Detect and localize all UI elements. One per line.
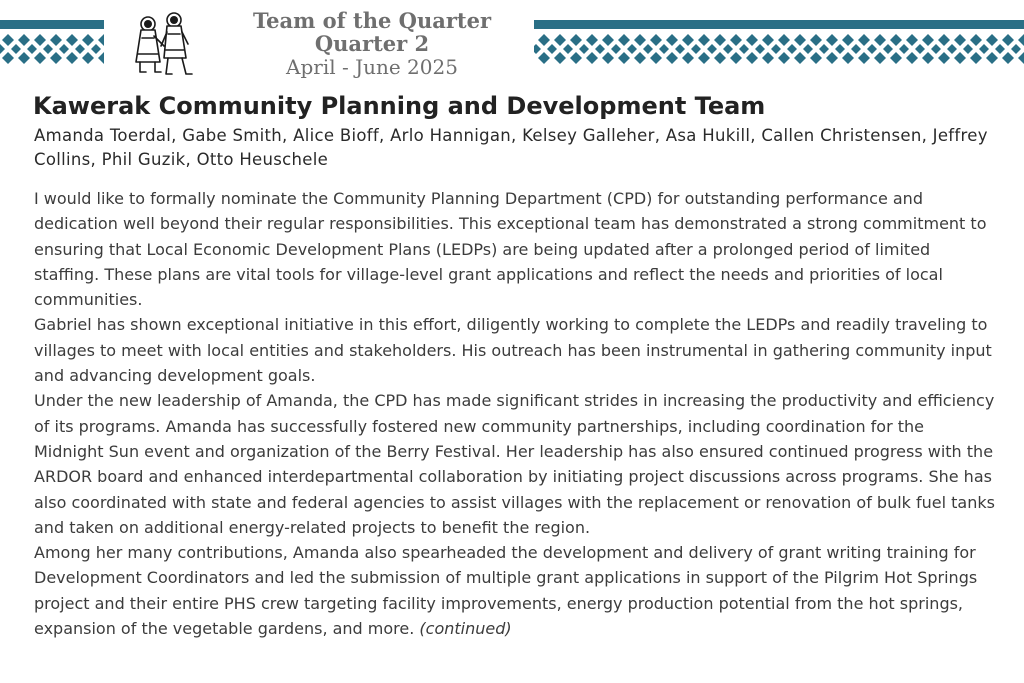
paragraph-1: I would like to formally nominate the Community Planning Department (CPD) for outstanding performance and dedication well beyond their regular responsibilities. This exceptional team has demonstrated a strong commitment to ensuring that Local Economic Development Plans (LEDPs) are being updated after a prolonged period of limited staffing. These plans are vital tools for village-level grant applications and reflect the needs and priorities of local communities. — [34, 189, 987, 310]
diamond-pattern-band-left — [0, 20, 104, 70]
nomination-body — [34, 186, 996, 641]
team-members: Amanda Toerdal, Gabe Smith, Alice Bioff, Arlo Hannigan, Kelsey Galleher, Asa Hukill, Callen Christensen, Jeffrey Collins, Phil Guzik, Otto Heuschele — [34, 126, 988, 169]
header-date-range: April - June 2025 — [286, 55, 458, 79]
diamond-pattern-icon — [0, 20, 104, 70]
diamond-pattern-band-right — [534, 20, 1024, 70]
paragraph-4-text: Among her many contributions, Amanda also spearheaded the development and delivery of grant writing training for Development Coordinators and led the submission of multiple grant applications in support of the Pilgrim Hot Springs project and their entire PHS crew targeting facility improvements, energy production potential from the hot springs, expansion of the vegetable gardens, and more. — [34, 543, 978, 639]
diamond-pattern-icon — [534, 20, 1024, 70]
team-title: Kawerak Community Planning and Development Team — [33, 92, 766, 120]
paragraph-2: Gabriel has shown exceptional initiative in this effort, diligently working to complete the LEDPs and readily traveling to villages to meet with local entities and stakeholders. His outreach has been instrumental in gathering community input and advancing development goals. — [34, 315, 992, 386]
continued-note: (continued) — [419, 619, 512, 639]
header-quarter: Quarter 2 — [314, 31, 430, 56]
paragraph-3: Under the new leadership of Amanda, the CPD has made significant strides in increasing the productivity and efficiency of its programs. Amanda has successfully fostered new community partnerships, including coordination for the Midnight Sun event and organization of the Berry Festival. Her leadership has also ensured continued progress with the ARDOR board and enhanced interdepartmental collaboration by initiating project discussions across programs. She has also coordinated with state and federal agencies to assist villages with the replacement or renovation of bulk fuel tanks and taken on additional energy-related projects to benefit the region. — [34, 391, 995, 537]
header-titles — [230, 9, 514, 79]
header-title: Team of the Quarter — [252, 8, 492, 33]
two-people-in-parkas-icon — [128, 8, 196, 80]
paragraph-4 — [34, 540, 996, 641]
